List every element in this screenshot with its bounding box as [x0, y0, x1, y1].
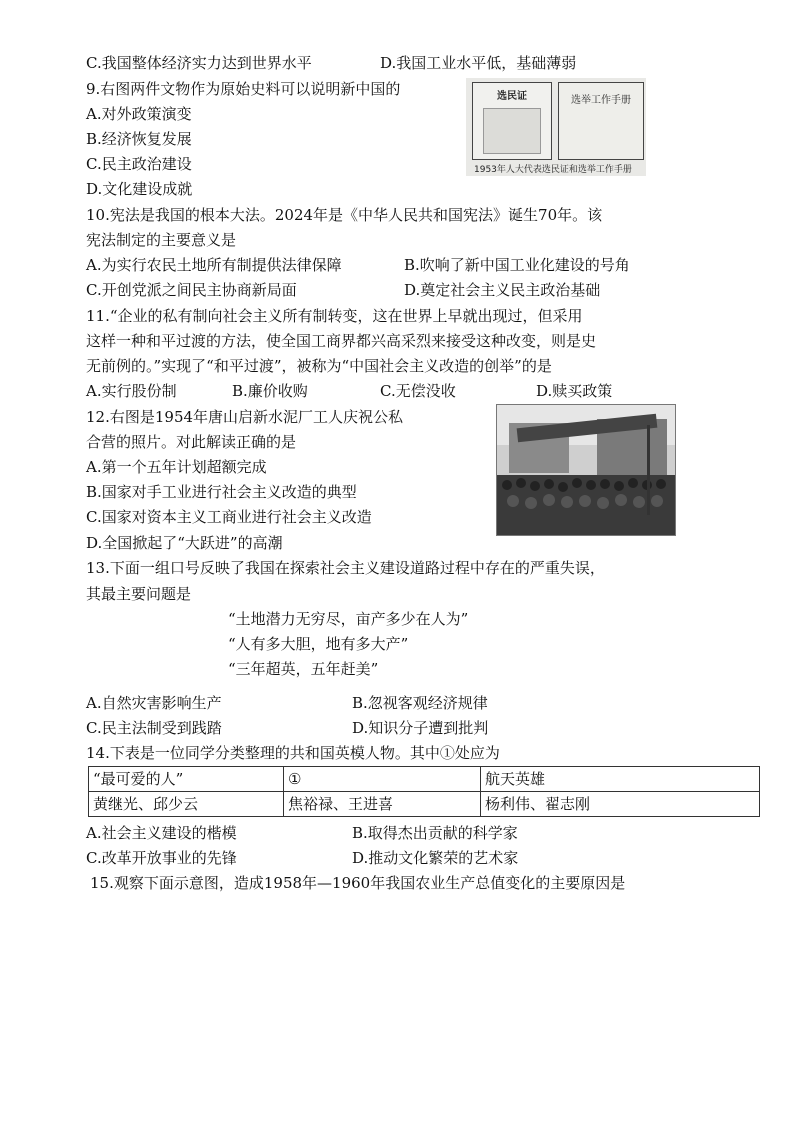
q10-option-a: A.为实行农民土地所有制提供法律保障 — [86, 256, 342, 274]
q10-option-b: B.吹响了新中国工业化建设的号角 — [404, 256, 630, 274]
q11-stem-line3: 无前例的。”实现了“和平过渡”，被称为“中国社会主义改造的创举”的是 — [86, 357, 552, 375]
q12-stem-line1: 12.右图是1954年唐山启新水泥厂工人庆祝公私 — [86, 408, 404, 426]
q11-stem-line1: 11.“企业的私有制向社会主义所有制转变，这在世界上早就出现过，但采用 — [86, 307, 583, 325]
q13-stem-line1: 13.下面一组口号反映了我国在探索社会主义建设道路过程中存在的严重失误， — [86, 559, 605, 577]
q12-option-d: D.全国掀起了“大跃进”的高潮 — [86, 534, 283, 552]
q14-option-c: C.改革开放事业的先锋 — [86, 849, 237, 867]
q14-option-a: A.社会主义建设的楷模 — [86, 824, 237, 842]
q12-factory-photo — [496, 404, 676, 536]
table-cell: 焦裕禄、王进喜 — [284, 792, 481, 817]
q13-option-b: B.忽视客观经济规律 — [352, 694, 488, 712]
table-row — [89, 792, 760, 817]
factory-celebration-photo — [497, 405, 675, 535]
q14-stem: 14.下表是一位同学分类整理的共和国英模人物。其中①处应为 — [86, 744, 500, 762]
q15-stem: 15.观察下面示意图，造成1958年—1960年我国农业生产总值变化的主要原因是 — [90, 874, 626, 892]
table-cell: 黄继光、邱少云 — [89, 792, 284, 817]
q13-option-d: D.知识分子遭到批判 — [352, 719, 489, 737]
q10-option-d: D.奠定社会主义民主政治基础 — [404, 281, 601, 299]
q13-stem-line2: 其最主要问题是 — [86, 585, 192, 603]
q8-option-d: D.我国工业水平低，基础薄弱 — [380, 54, 577, 72]
q10-stem-line2: 宪法制定的主要意义是 — [86, 231, 237, 249]
q13-option-c: C.民主法制受到践踏 — [86, 719, 222, 737]
q9-image-caption: 1953年人大代表选民证和选举工作手册 — [474, 165, 632, 175]
q10-stem-line1: 10.宪法是我国的根本大法。2024年是《中华人民共和国宪法》诞生70年。该 — [86, 206, 603, 224]
q12-option-b: B.国家对手工业进行社会主义改造的典型 — [86, 483, 357, 501]
q14-option-d: D.推动文化繁荣的艺术家 — [352, 849, 519, 867]
q11-option-d: D.赎买政策 — [536, 382, 613, 400]
q13-option-a: A.自然灾害影响生产 — [86, 694, 222, 712]
q11-option-a: A.实行股份制 — [86, 382, 177, 400]
table-cell: ① — [284, 767, 481, 792]
election-handbook-image — [558, 82, 644, 160]
q9-option-b: B.经济恢复发展 — [86, 130, 192, 148]
q12-option-a: A.第一个五年计划超额完成 — [86, 458, 267, 476]
q12-option-c: C.国家对资本主义工商业进行社会主义改造 — [86, 508, 372, 526]
table-cell: 航天英雄 — [481, 767, 760, 792]
q13-slogan-3: “三年超英，五年赶美” — [228, 660, 379, 678]
hero-table — [88, 766, 760, 817]
q14-option-b: B.取得杰出贡献的科学家 — [352, 824, 518, 842]
q9-option-d: D.文化建设成就 — [86, 180, 193, 198]
voter-card-image — [472, 82, 552, 160]
table-cell: “最可爱的人” — [89, 767, 284, 792]
q12-stem-line2: 合营的照片。对此解读正确的是 — [86, 433, 297, 451]
q9-option-a: A.对外政策演变 — [86, 105, 192, 123]
q13-slogan-2: “人有多大胆，地有多大产” — [228, 635, 409, 653]
election-handbook-title: 选举工作手册 — [571, 95, 631, 106]
q10-option-c: C.开创党派之间民主协商新局面 — [86, 281, 297, 299]
table-cell: 杨利伟、翟志刚 — [481, 792, 760, 817]
q9-artifact-image — [466, 78, 646, 176]
table-row — [89, 767, 760, 792]
q9-stem: 9.右图两件文物作为原始史料可以说明新中国的 — [86, 80, 401, 98]
q11-option-b: B.廉价收购 — [232, 382, 308, 400]
q9-option-c: C.民主政治建设 — [86, 155, 192, 173]
q13-slogan-1: “土地潜力无穷尽，亩产多少在人为” — [228, 610, 469, 628]
q8-option-c: C.我国整体经济实力达到世界水平 — [86, 54, 312, 72]
voter-card-title: 选民证 — [497, 91, 527, 102]
voter-card-body — [483, 108, 541, 154]
q11-stem-line2: 这样一种和平过渡的方法，使全国工商界都兴高采烈来接受这种改变，则是史 — [86, 332, 597, 350]
q11-option-c: C.无偿没收 — [380, 382, 456, 400]
